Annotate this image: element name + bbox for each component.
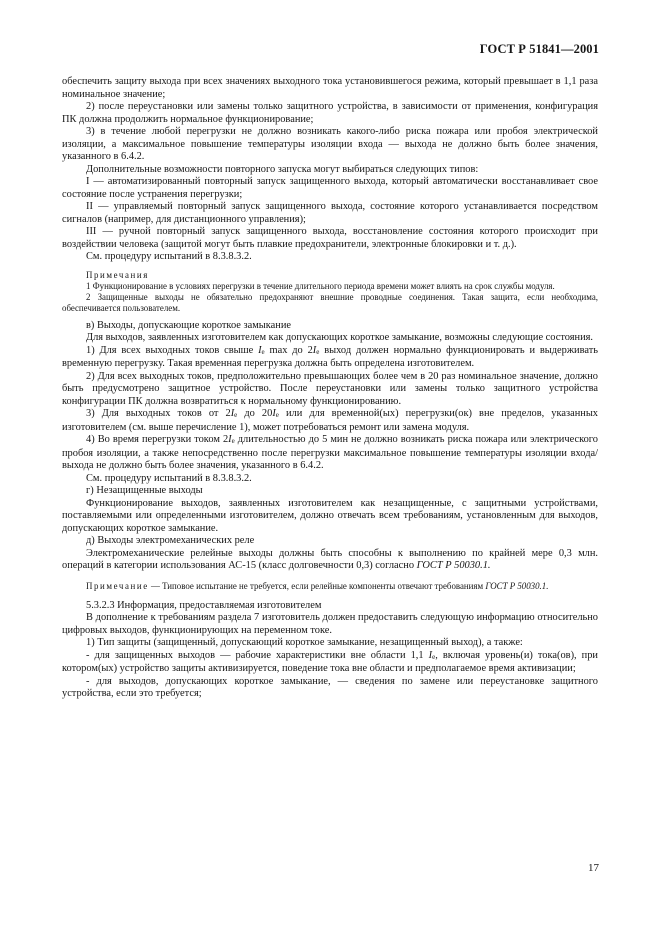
subsection-heading: 5.3.2.3 Информация, предоставляемая изготовителем	[86, 599, 322, 611]
paragraph: обеспечить защиту выхода при всех значениях выходного тока установившегося режима, который превышает в 1,1 раза номинальное значение;	[62, 76, 598, 100]
list-item: III — ручной повторный запуск защищенного выхода, восстановление состояния которого происходит при воздействии человека (защитой могут быть плавкие предохранители, электронные блокировки и т. д.).	[62, 226, 598, 250]
paragraph: Дополнительные возможности повторного запуска могут выбираться следующих типов:	[86, 163, 479, 175]
list-item	[62, 650, 598, 676]
note	[62, 581, 598, 592]
variable: I	[428, 649, 433, 661]
note-heading: Примечание	[86, 580, 149, 591]
section-heading: г) Незащищенные выходы	[86, 485, 203, 496]
standard-reference: ГОСТ Р 50030.1.	[485, 580, 549, 591]
standard-reference: ГОСТ Р 50030.1.	[416, 560, 491, 571]
paragraph: См. процедуру испытаний в 8.3.8.3.2.	[86, 251, 252, 262]
paragraph	[62, 434, 598, 473]
subscript: e	[316, 347, 320, 356]
standard-code-header: ГОСТ Р 51841—2001	[479, 42, 599, 56]
text-run: 3) Для выходных токов от 2	[86, 408, 231, 419]
text-run: — Типовое испытание не требуется, если релейные компоненты отвечают требованиям	[148, 580, 486, 591]
page-body	[62, 76, 598, 701]
list-item: I — автоматизированный повторный запуск защищенного выхода, который автоматически восстанавливает свое состояние после устранения перегрузки;	[62, 176, 598, 200]
text-run: или для временной(ых) перегрузки(ок) вне пределов, указанных изготовителем (см. выше перечисление 1), может потребоваться ремонт или замена модуля.	[62, 408, 599, 433]
text-run: длительностью до 5 мин не должно возникать риска пожара или электрического пробоя изоляции, а также непосредственно после перегрузки максимальное повышение температуры изоляции входа/выхода не должно быть более значения, указанного в 6.4.2.	[62, 434, 598, 471]
text-run: max до 2	[264, 344, 313, 356]
note-item: 2 Защищенные выходы не обязательно предохраняют внешние проводные соединения. Такая защита, если необходима, обеспечивается пользователем.	[62, 291, 598, 313]
variable: I	[258, 344, 262, 356]
text-run: выход должен нормально функционировать и выдерживать временную перегрузку. Такая временная перегрузка должна быть определена изготовителем.	[62, 344, 598, 369]
paragraph	[62, 548, 598, 573]
paragraph: 1) Тип защиты (защищенный, допускающий короткое замыкание, незащищенный выход), а также:	[86, 637, 523, 648]
section-heading: д) Выходы электромеханических реле	[86, 535, 255, 546]
subscript: e	[231, 437, 235, 445]
paragraph: Для выходов, заявленных изготовителем как допускающих короткое замыкание, возможны следующие состояния.	[86, 332, 594, 343]
section-heading: в) Выходы, допускающие короткое замыкание	[86, 319, 291, 331]
subscript: e	[432, 652, 436, 661]
text-run: 4) Во время перегрузки током 2	[86, 434, 229, 445]
note-item: 1 Функционирование в условиях перегрузки в течение длительного периода времени может влиять на срок службы модуля.	[86, 280, 555, 291]
paragraph: 3) в течение любой перегрузки не должно возникать какого-либо риска пожара или пробоя электрической изоляции, а максимальное повышение температуры изоляции входа — выхода не должно быть более значения, указанного в 6.4.2.	[62, 126, 598, 162]
subscript: e	[275, 411, 279, 419]
paragraph: 2) после переустановки или замены только защитного устройства, в зависимости от применения, конфигурация ПК должна продолжить нормальное функционирование;	[62, 101, 598, 125]
list-item: II — управляемый повторный запуск защищенного выхода, состояние которого устанавливается посредством сигналов (например, для дистанционного управления);	[62, 201, 598, 225]
notes-heading: Примечания	[86, 269, 149, 280]
list-item: - для выходов, допускающих короткое замыкание, — сведения по замене или переустановке защитного устройства, если это требуется;	[62, 675, 598, 699]
paragraph: Функционирование выходов, заявленных изготовителем как незащищенные, с защитными устройствами, поставляемыми или определенными изготовителем, должно отвечать всем требованиям, установленным для выходов, допускающих короткое замыкание.	[62, 497, 598, 534]
variable: I	[272, 408, 276, 419]
text-run: до 20	[237, 408, 273, 419]
text-run: 1) Для всех выходных токов свыше	[86, 344, 259, 356]
text-run: - для защищенных выходов — рабочие характеристики вне области 1,1	[86, 649, 429, 661]
paragraph	[62, 408, 598, 434]
text-run: , включая уровень(и) тока(ов), при котором(ых) устройство защиты активизируется, поведение тока вне области и предполагаемое время активизации;	[62, 649, 598, 674]
paragraph: 2) Для всех выходных токов, предположительно превышающих более чем в 20 раз номинальное значение, должно быть предусмотрено защитное устройство. После переустановки или замены только защитного устройства конфигурации ПК должна возвратиться к нормальному функционированию.	[62, 370, 598, 407]
text-run: Электромеханические релейные выходы должны быть способны к выполнению по крайней мере 0,3 млн. операций в категории использования АС-15 (класс долговечности 0,3) согласно	[62, 547, 598, 571]
subscript: e	[234, 411, 238, 419]
variable: I	[312, 344, 317, 356]
subscript: e	[261, 347, 265, 356]
variable: I	[230, 408, 235, 419]
paragraph	[62, 345, 598, 371]
paragraph: В дополнение к требованиям раздела 7 изготовитель должен предоставить следующую информацию относительно цифровых выходов, функционирующих на переменном токе.	[62, 612, 598, 636]
paragraph: См. процедуру испытаний в 8.3.8.3.2.	[86, 472, 252, 484]
page-number: 17	[588, 862, 599, 874]
variable: I	[228, 434, 232, 445]
